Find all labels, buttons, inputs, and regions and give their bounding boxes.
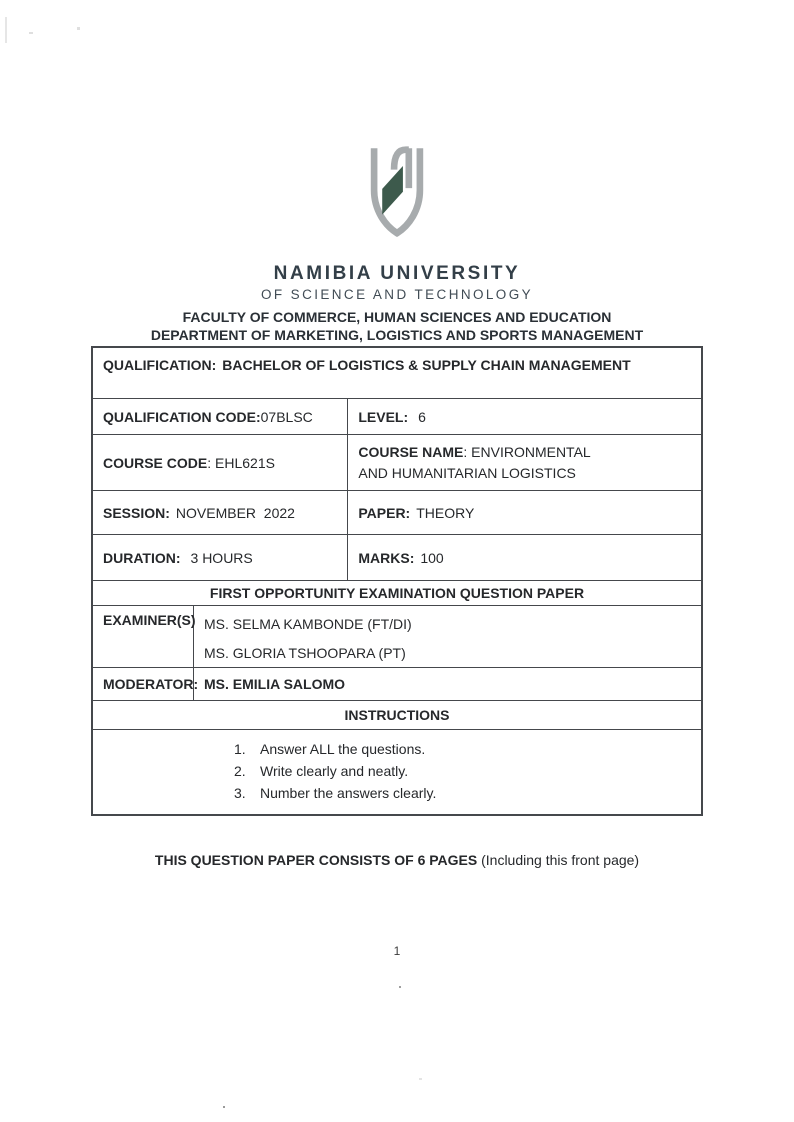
session-paper-row bbox=[93, 490, 701, 534]
pages-note-bold: THIS QUESTION PAPER CONSISTS OF 6 PAGES bbox=[154, 852, 478, 868]
paper-cell bbox=[348, 491, 701, 534]
level-value: 6 bbox=[418, 408, 426, 425]
level-cell bbox=[348, 399, 701, 434]
exam-banner-row bbox=[93, 580, 701, 605]
paper-label: PAPER: bbox=[358, 504, 411, 521]
course-code-cell bbox=[93, 435, 348, 490]
exam-details-table bbox=[91, 346, 703, 816]
exam-banner-text: FIRST OPPORTUNITY EXAMINATION QUESTION PAPER bbox=[209, 585, 585, 601]
instruction-number: 3. bbox=[234, 785, 246, 801]
scan-artifact bbox=[5, 17, 7, 43]
qualification-value: BACHELOR OF LOGISTICS & SUPPLY CHAIN MANAGEMENT bbox=[222, 357, 631, 373]
university-subtitle: OF SCIENCE AND TECHNOLOGY bbox=[260, 287, 534, 302]
session-label: SESSION: bbox=[103, 504, 170, 521]
instructions-title: INSTRUCTIONS bbox=[344, 707, 450, 723]
instructions-list-row bbox=[93, 729, 701, 814]
moderator-name-cell bbox=[194, 668, 701, 700]
moderator-name: MS. EMILIA SALOMO bbox=[204, 676, 346, 692]
instruction-item bbox=[234, 738, 701, 760]
duration-value: 3 HOURS bbox=[190, 549, 253, 566]
moderator-label-cell bbox=[93, 668, 199, 700]
instruction-text: Write clearly and neatly. bbox=[260, 763, 409, 779]
marks-cell bbox=[348, 535, 701, 580]
course-row bbox=[93, 434, 701, 490]
session-value: NOVEMBER 2022 bbox=[175, 504, 295, 521]
examiners-label-cell bbox=[93, 606, 194, 667]
qualification-code-label: QUALIFICATION CODE: bbox=[103, 408, 261, 425]
duration-label: DURATION: bbox=[103, 549, 181, 566]
examiners-label: EXAMINER(S) bbox=[103, 612, 196, 628]
scan-artifact bbox=[29, 32, 33, 34]
scan-artifact bbox=[77, 27, 80, 30]
nust-shield-logo bbox=[360, 146, 434, 247]
instruction-text: Number the answers clearly. bbox=[260, 785, 437, 801]
department-line: DEPARTMENT OF MARKETING, LOGISTICS AND SPORTS MANAGEMENT bbox=[150, 327, 644, 343]
university-name: NAMIBIA UNIVERSITY bbox=[273, 263, 521, 284]
marks-label: MARKS: bbox=[358, 549, 415, 566]
examiner-name: MS. SELMA KAMBONDE (FT/DI) bbox=[204, 616, 412, 632]
course-code-value: : EHL621S bbox=[207, 454, 275, 471]
faculty-line: FACULTY OF COMMERCE, HUMAN SCIENCES AND EDUCATION bbox=[182, 309, 612, 325]
scan-artifact bbox=[399, 986, 401, 988]
code-level-row bbox=[93, 398, 701, 434]
qualification-row bbox=[93, 348, 701, 398]
course-name-value: : ENVIRONMENTAL AND HUMANITARIAN LOGISTICS bbox=[358, 443, 594, 481]
course-name-label: COURSE NAME bbox=[358, 443, 464, 460]
qualification-cell bbox=[93, 348, 701, 398]
course-code-label: COURSE CODE bbox=[103, 454, 208, 471]
marks-value: 100 bbox=[420, 549, 444, 566]
letterhead bbox=[0, 0, 794, 343]
scan-artifact bbox=[223, 1106, 225, 1108]
qualification-code-cell bbox=[93, 399, 348, 434]
qualification-code-value: 07BLSC bbox=[260, 408, 313, 425]
pages-note-regular: (Including this front page) bbox=[477, 852, 640, 868]
paper-value: THEORY bbox=[416, 504, 475, 521]
examiners-names-cell bbox=[194, 606, 701, 667]
moderator-label: MODERATOR: bbox=[103, 676, 199, 692]
instruction-number: 1. bbox=[234, 741, 246, 757]
examiners-row bbox=[93, 605, 701, 667]
examiner-name: MS. GLORIA TSHOOPARA (PT) bbox=[204, 645, 406, 661]
scan-artifact bbox=[419, 1078, 422, 1080]
shield-emblem bbox=[382, 166, 403, 215]
instruction-item bbox=[234, 782, 701, 804]
instruction-number: 2. bbox=[234, 763, 246, 779]
course-name-cell bbox=[348, 435, 701, 490]
page-number: 1 bbox=[393, 944, 401, 958]
pages-note bbox=[0, 852, 794, 868]
instruction-text: Answer ALL the questions. bbox=[260, 741, 426, 757]
qualification-label: QUALIFICATION: bbox=[103, 357, 217, 373]
instructions-header-row bbox=[93, 700, 701, 729]
session-cell bbox=[93, 491, 348, 534]
level-label: LEVEL: bbox=[358, 408, 409, 425]
moderator-row bbox=[93, 667, 701, 700]
duration-cell bbox=[93, 535, 348, 580]
duration-marks-row bbox=[93, 534, 701, 580]
instruction-item bbox=[234, 760, 701, 782]
